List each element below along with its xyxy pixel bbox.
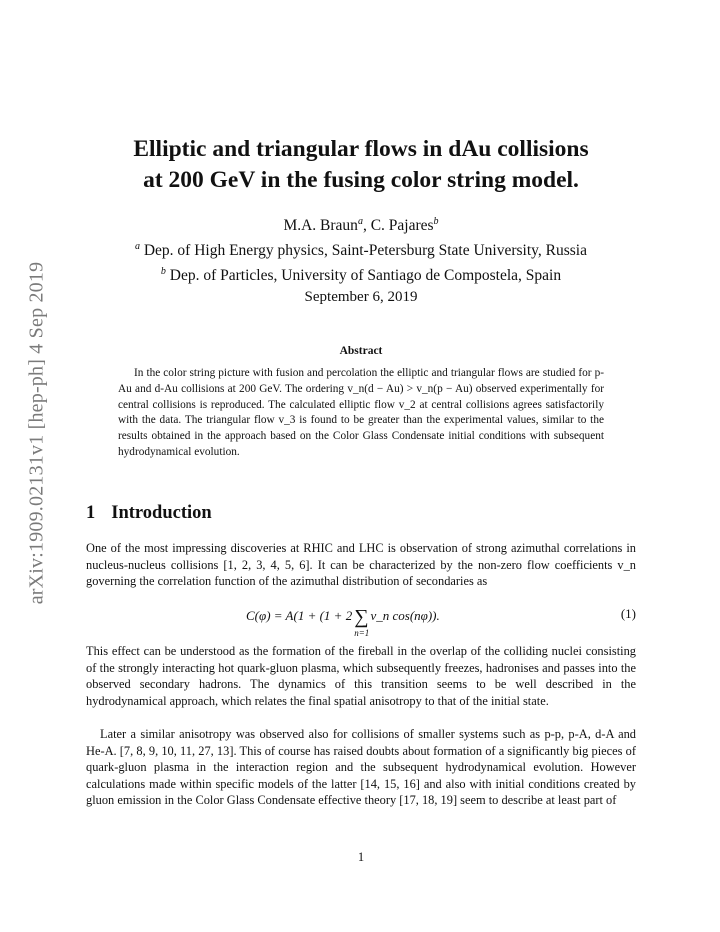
affiliation-b: $^b$ Dep. of Particles, University of Santiago de Compostela, Spain bbox=[160, 266, 562, 285]
equation-formula: C(φ) = A(1 + (1 + 2 ∑ n=1 v_n cos(nφ)). bbox=[246, 606, 440, 638]
paragraph-1: One of the most impressing discoveries at RHIC and LHC is observation of strong azimuthal correlations in nucleus-nucleus collisions [1, 2, 3, 4, 5, 6]. It can be characterized by the non-zero flow coefficients v_n governing the correlation function of the azimuthal distribution of secondaries as bbox=[86, 541, 636, 589]
authors-block bbox=[86, 211, 636, 286]
affiliation-a: $^a$ Dep. of High Energy physics, Saint-Petersburg State University, Russia bbox=[134, 241, 587, 260]
title-line-1: Elliptic and triangular flows in dAu collisions bbox=[133, 136, 589, 162]
arxiv-identifier bbox=[22, 228, 52, 638]
equation-number: (1) bbox=[620, 606, 636, 621]
title-line-2: at 200 GeV in the fusing color string model. bbox=[143, 167, 579, 193]
abstract-text: In the color string picture with fusion and percolation the elliptic and triangular flows are studied for p-Au and d-Au collisions at 200 GeV. The ordering v_n(d − Au) > v_n(p − Au) observed experimentally for central collisions is reproduced. The calculated elliptic flow v_2 at central collisions agrees satisfactorily with the data. The triangular flow v_3 is found to be greater than the experimental values, similar to the results obtained in the approach based on the Color Glass Condensate initial conditions with subsequent hydrodynamical evolution. bbox=[118, 367, 604, 458]
section-heading bbox=[86, 503, 212, 524]
paper-title bbox=[86, 134, 636, 196]
sum-symbol: ∑ n=1 bbox=[354, 606, 370, 638]
page-number: 1 bbox=[357, 850, 365, 864]
paragraph-3: Later a similar anisotropy was observed also for collisions of smaller systems such as p-p, p-A, d-A and He-A. [7, 8, 9, 10, 11, 27, 13]. This of course has raised doubts about formation of a significantly big pieces of quark-gluon plasma in the interaction region and the subsequent hydrodynamical evolution. However calculations made within specific models of the latter [14, 15, 16] and also with initial conditions created by gluon emission in the Color Glass Condensate effective theory [17, 18, 19] seem to describe at least part of bbox=[86, 727, 636, 808]
paper-date: September 6, 2019 bbox=[304, 289, 418, 305]
section-title: Introduction bbox=[111, 503, 212, 523]
section-number: 1 bbox=[86, 503, 96, 523]
abstract-heading: Abstract bbox=[339, 345, 383, 357]
arxiv-identifier-text: arXiv:1909.02131v1 [hep-ph] 4 Sep 2019 bbox=[25, 261, 48, 605]
equation-1 bbox=[86, 606, 636, 640]
author-names: M.A. Braun$^a$, C. Pajares$^b$ bbox=[283, 216, 439, 235]
sum-subscript: n=1 bbox=[354, 628, 370, 638]
paragraph-2: This effect can be understood as the formation of the fireball in the overlap of the colliding nuclei consisting of the strongly interacting hot quark-gluon plasma, which subsequently freezes, hadronises and passes into the observed secondary hadrons. The dynamics of this transition seems to be well described in the hydrodynamical approach, which relates the final spatial anisotropy to that of the initial state. bbox=[86, 644, 636, 708]
